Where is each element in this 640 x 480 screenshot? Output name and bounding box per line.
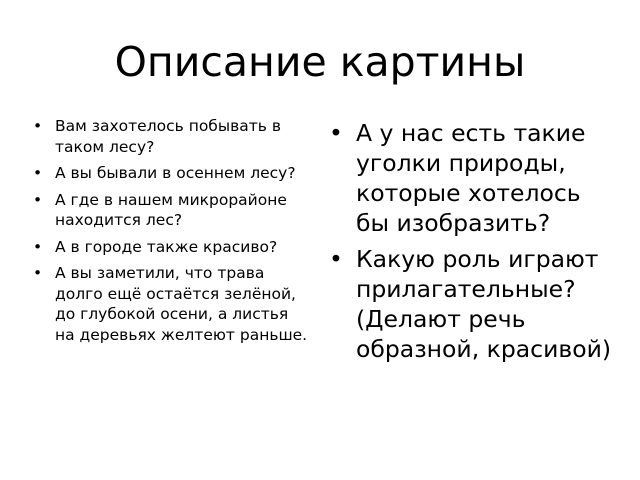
list-item-text: А у нас есть такие уголки природы, которые хотелось бы изобразить? — [356, 119, 586, 237]
bullet-icon: • — [33, 237, 43, 256]
left-bullet-list — [32, 116, 312, 351]
list-item-text: А в городе также красиво? — [55, 237, 278, 256]
list-item-text: А вы заметили, что трава долго ещё остаётся зелёной, до глубокой осени, а листья на деревьях желтеют раньше. — [55, 264, 308, 344]
right-bullet-list — [326, 118, 616, 370]
slide-title: Описание картины — [114, 38, 526, 86]
list-item-text: А вы бывали в осеннем лесу? — [55, 164, 296, 182]
list-item-text: Какую роль играют прилагательные? (Делают речь образной, красивой) — [356, 245, 612, 363]
bullet-icon: • — [329, 119, 343, 147]
bullet-icon: • — [33, 117, 43, 135]
bullet-icon: • — [33, 164, 43, 182]
list-item — [32, 190, 312, 231]
list-item — [32, 237, 312, 258]
bullet-icon: • — [329, 245, 343, 273]
bullet-icon: • — [33, 264, 43, 282]
list-item-text: А где в нашем микрорайоне находится лес? — [55, 190, 287, 229]
list-item — [326, 244, 616, 364]
bullet-icon: • — [33, 190, 43, 209]
list-item — [32, 163, 312, 184]
list-item — [326, 118, 616, 238]
list-item — [32, 116, 312, 157]
list-item — [32, 263, 312, 345]
list-item-text: Вам захотелось побывать в таком лесу? — [55, 117, 281, 156]
